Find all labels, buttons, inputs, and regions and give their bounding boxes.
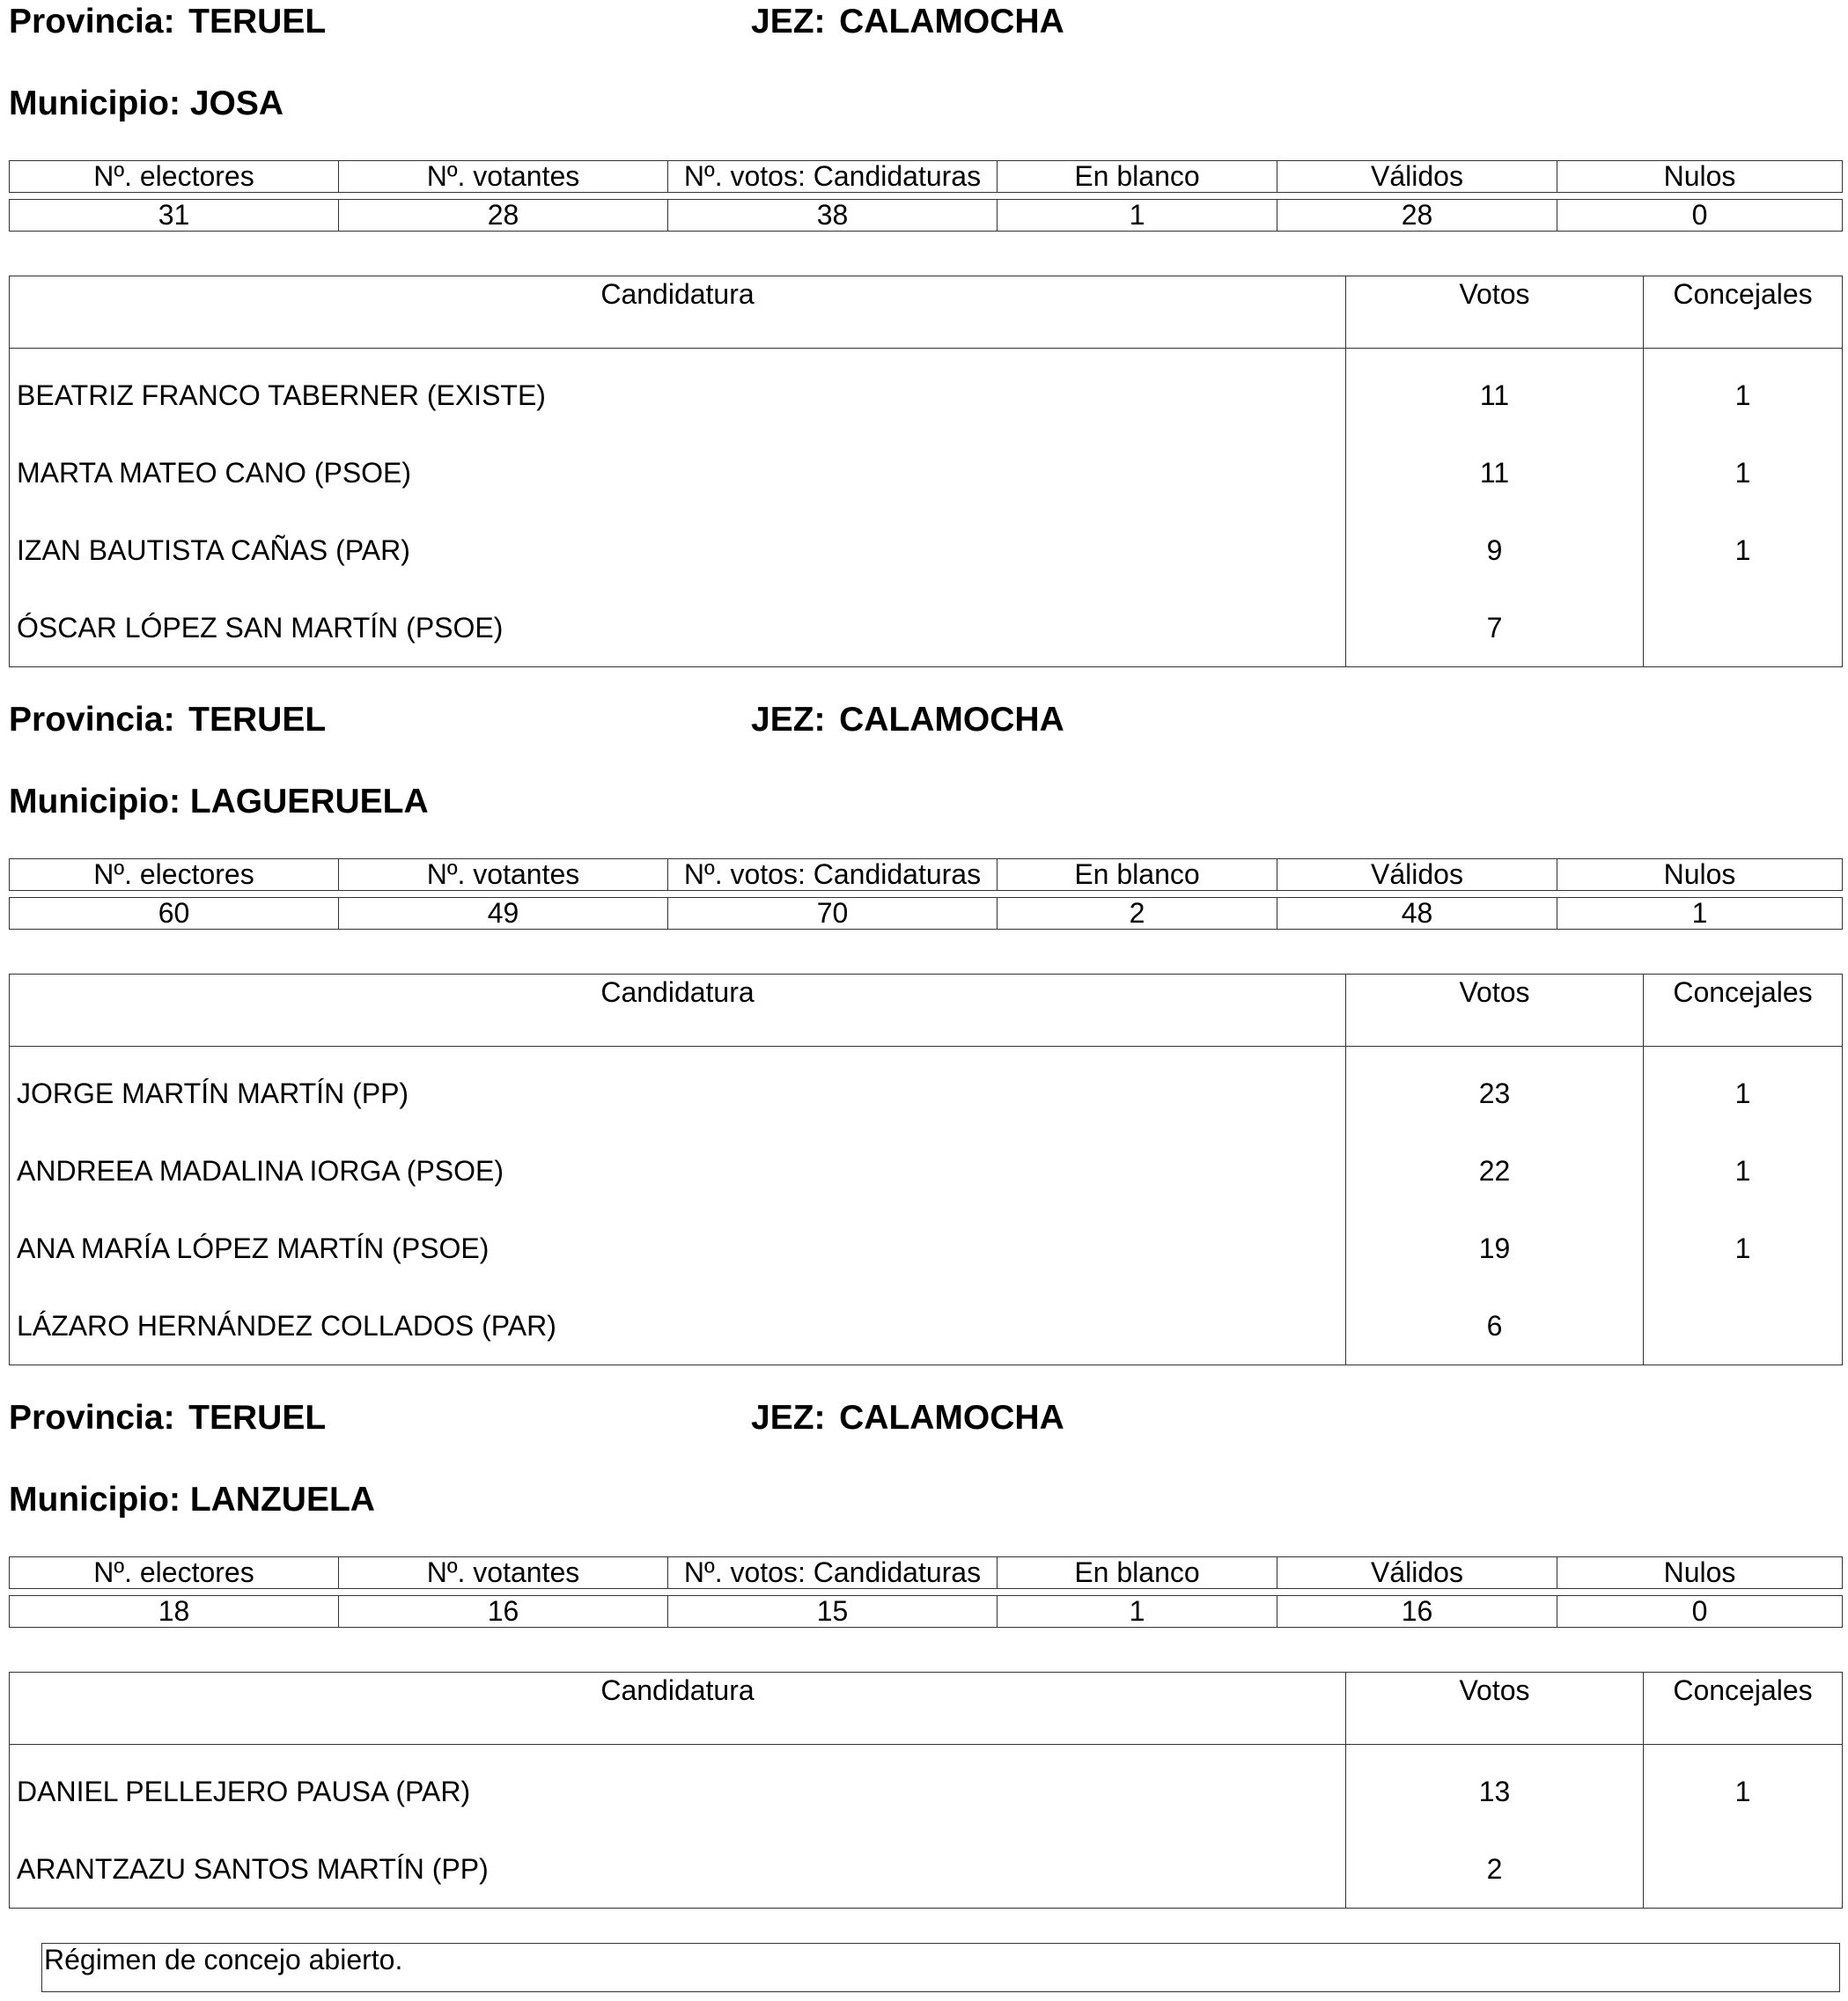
candidate-votos: 7 xyxy=(1346,589,1644,667)
candidate-votos: 2 xyxy=(1346,1830,1644,1909)
stats-values-row xyxy=(10,200,1843,232)
candidate-row xyxy=(10,1830,1843,1909)
candidate-row xyxy=(10,589,1843,667)
candidate-concejales: 1 xyxy=(1644,349,1843,435)
value-en-blanco: 1 xyxy=(998,200,1277,232)
stats-values-table xyxy=(9,199,1843,232)
header-nulos: Nulos xyxy=(1557,1557,1843,1589)
candidate-votos: 13 xyxy=(1346,1745,1644,1831)
stats-values-row xyxy=(10,1596,1843,1628)
value-nulos: 0 xyxy=(1557,1596,1843,1628)
candidate-concejales xyxy=(1644,1287,1843,1365)
candidate-row xyxy=(10,1047,1843,1133)
municipio-label: Municipio: xyxy=(9,783,180,820)
candidates-header-row xyxy=(10,276,1843,349)
provincia-heading xyxy=(9,2,326,42)
header-electores: Nº. electores xyxy=(10,1557,339,1589)
provincia-heading xyxy=(9,700,326,740)
provincia-value: TERUEL xyxy=(188,1399,327,1437)
candidate-concejales: 1 xyxy=(1644,1210,1843,1287)
stats-values-table xyxy=(9,897,1843,930)
stats-header-table xyxy=(9,858,1843,891)
value-en-blanco: 2 xyxy=(998,898,1277,930)
candidate-votos: 9 xyxy=(1346,511,1644,589)
value-electores: 60 xyxy=(10,898,339,930)
header-votos: Votos xyxy=(1346,276,1644,349)
candidate-concejales xyxy=(1644,1830,1843,1909)
header-en-blanco: En blanco xyxy=(998,161,1277,193)
value-votantes: 49 xyxy=(339,898,668,930)
stats-values-table xyxy=(9,1595,1843,1628)
stats-values-row xyxy=(10,898,1843,930)
jez-label: JEZ: xyxy=(751,3,826,40)
value-nulos: 1 xyxy=(1557,898,1843,930)
jez-label: JEZ: xyxy=(751,1399,826,1437)
header-nulos: Nulos xyxy=(1557,859,1843,891)
provincia-value: TERUEL xyxy=(188,3,327,40)
candidates-header-row xyxy=(10,975,1843,1047)
municipio-heading xyxy=(9,1480,375,1520)
candidate-votos: 23 xyxy=(1346,1047,1644,1133)
candidate-row xyxy=(10,1287,1843,1365)
jez-value: CALAMOCHA xyxy=(839,3,1064,40)
stats-header-row xyxy=(10,859,1843,891)
candidate-concejales: 1 xyxy=(1644,434,1843,511)
jez-label: JEZ: xyxy=(751,701,826,739)
candidates-header-row xyxy=(10,1673,1843,1745)
value-votos-candidaturas: 15 xyxy=(668,1596,998,1628)
candidate-name: LÁZARO HERNÁNDEZ COLLADOS (PAR) xyxy=(10,1287,1346,1365)
candidate-row xyxy=(10,349,1843,435)
header-concejales: Concejales xyxy=(1644,276,1843,349)
candidate-concejales: 1 xyxy=(1644,1132,1843,1210)
header-en-blanco: En blanco xyxy=(998,1557,1277,1589)
footnote-regimen: Régimen de concejo abierto. xyxy=(41,1943,1840,1992)
value-validos: 48 xyxy=(1277,898,1557,930)
provincia-label: Provincia: xyxy=(9,701,175,739)
candidate-row xyxy=(10,1210,1843,1287)
value-validos: 16 xyxy=(1277,1596,1557,1628)
value-validos: 28 xyxy=(1277,200,1557,232)
value-en-blanco: 1 xyxy=(998,1596,1277,1628)
provincia-label: Provincia: xyxy=(9,1399,175,1437)
header-electores: Nº. electores xyxy=(10,859,339,891)
header-concejales: Concejales xyxy=(1644,975,1843,1047)
candidate-votos: 22 xyxy=(1346,1132,1644,1210)
header-validos: Válidos xyxy=(1277,1557,1557,1589)
candidate-concejales: 1 xyxy=(1644,1047,1843,1133)
candidate-name: ANA MARÍA LÓPEZ MARTÍN (PSOE) xyxy=(10,1210,1346,1287)
municipio-value: JOSA xyxy=(189,85,284,122)
candidate-concejales: 1 xyxy=(1644,511,1843,589)
header-votos-candidaturas: Nº. votos: Candidaturas xyxy=(668,161,998,193)
candidate-votos: 11 xyxy=(1346,349,1644,435)
municipio-value: LANZUELA xyxy=(189,1481,375,1519)
header-validos: Válidos xyxy=(1277,161,1557,193)
jez-heading xyxy=(751,700,1064,740)
value-electores: 31 xyxy=(10,200,339,232)
candidate-votos: 6 xyxy=(1346,1287,1644,1365)
header-votos: Votos xyxy=(1346,1673,1644,1745)
jez-value: CALAMOCHA xyxy=(839,1399,1064,1437)
candidate-row xyxy=(10,1132,1843,1210)
candidate-name: ARANTZAZU SANTOS MARTÍN (PP) xyxy=(10,1830,1346,1909)
candidate-votos: 19 xyxy=(1346,1210,1644,1287)
municipio-heading xyxy=(9,782,429,822)
header-nulos: Nulos xyxy=(1557,161,1843,193)
jez-heading xyxy=(751,1398,1064,1438)
jez-value: CALAMOCHA xyxy=(839,701,1064,739)
value-votantes: 16 xyxy=(339,1596,668,1628)
provincia-label: Provincia: xyxy=(9,3,175,40)
candidate-name: ANDREEA MADALINA IORGA (PSOE) xyxy=(10,1132,1346,1210)
value-votos-candidaturas: 38 xyxy=(668,200,998,232)
candidate-row xyxy=(10,434,1843,511)
candidate-name: IZAN BAUTISTA CAÑAS (PAR) xyxy=(10,511,1346,589)
header-candidatura: Candidatura xyxy=(10,1673,1346,1745)
header-candidatura: Candidatura xyxy=(10,276,1346,349)
candidates-table xyxy=(9,276,1843,667)
header-en-blanco: En blanco xyxy=(998,859,1277,891)
municipio-heading xyxy=(9,84,283,124)
candidate-name: ÓSCAR LÓPEZ SAN MARTÍN (PSOE) xyxy=(10,589,1346,667)
municipio-label: Municipio: xyxy=(9,1481,180,1519)
stats-header-row xyxy=(10,1557,1843,1589)
header-votantes: Nº. votantes xyxy=(339,1557,668,1589)
candidate-name: MARTA MATEO CANO (PSOE) xyxy=(10,434,1346,511)
header-votos: Votos xyxy=(1346,975,1644,1047)
candidate-row xyxy=(10,1745,1843,1831)
header-concejales: Concejales xyxy=(1644,1673,1843,1745)
header-votos-candidaturas: Nº. votos: Candidaturas xyxy=(668,859,998,891)
stats-header-row xyxy=(10,161,1843,193)
candidate-row xyxy=(10,511,1843,589)
header-electores: Nº. electores xyxy=(10,161,339,193)
provincia-heading xyxy=(9,1398,326,1438)
provincia-value: TERUEL xyxy=(188,701,327,739)
candidate-concejales xyxy=(1644,589,1843,667)
stats-header-table xyxy=(9,1556,1843,1589)
municipio-value: LAGUERUELA xyxy=(189,783,429,820)
candidates-table xyxy=(9,974,1843,1365)
candidate-name: BEATRIZ FRANCO TABERNER (EXISTE) xyxy=(10,349,1346,435)
value-nulos: 0 xyxy=(1557,200,1843,232)
header-votantes: Nº. votantes xyxy=(339,859,668,891)
value-votantes: 28 xyxy=(339,200,668,232)
header-candidatura: Candidatura xyxy=(10,975,1346,1047)
municipio-label: Municipio: xyxy=(9,85,180,122)
header-votantes: Nº. votantes xyxy=(339,161,668,193)
candidate-votos: 11 xyxy=(1346,434,1644,511)
candidate-name: DANIEL PELLEJERO PAUSA (PAR) xyxy=(10,1745,1346,1831)
value-electores: 18 xyxy=(10,1596,339,1628)
candidates-table xyxy=(9,1672,1843,1909)
value-votos-candidaturas: 70 xyxy=(668,898,998,930)
candidate-name: JORGE MARTÍN MARTÍN (PP) xyxy=(10,1047,1346,1133)
stats-header-table xyxy=(9,160,1843,193)
candidate-concejales: 1 xyxy=(1644,1745,1843,1831)
jez-heading xyxy=(751,2,1064,42)
header-votos-candidaturas: Nº. votos: Candidaturas xyxy=(668,1557,998,1589)
header-validos: Válidos xyxy=(1277,859,1557,891)
